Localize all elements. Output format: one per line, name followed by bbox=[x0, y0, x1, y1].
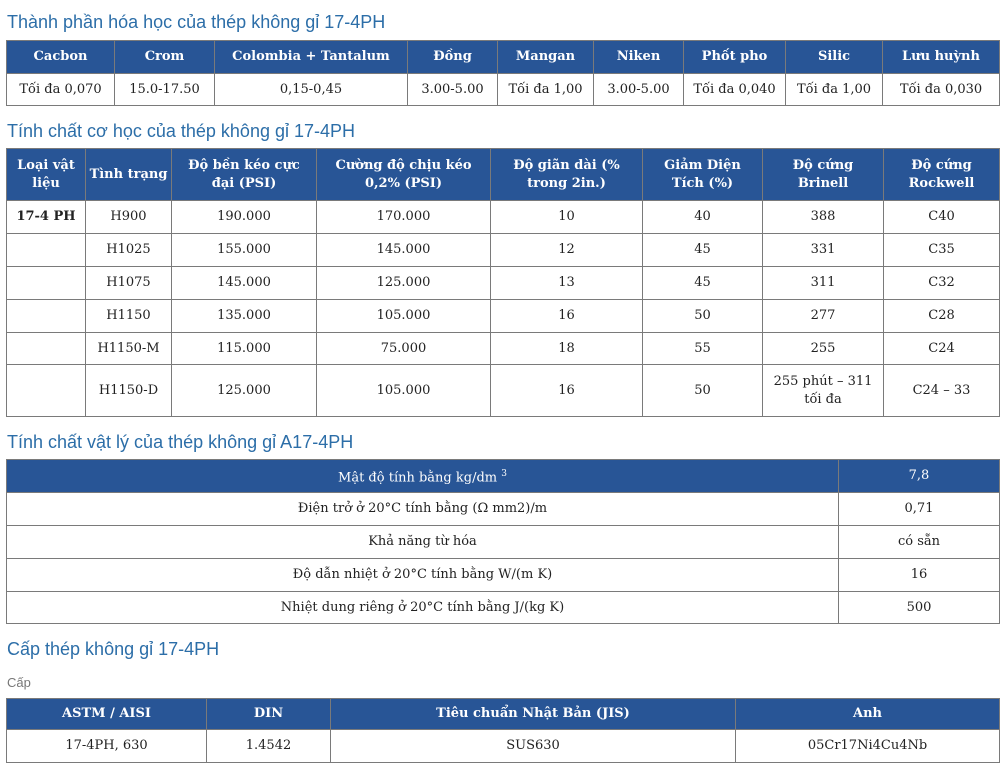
composition-header: Cacbon bbox=[7, 41, 115, 74]
density-unit-superscript: 3 bbox=[501, 468, 507, 479]
density-value: 7,8 bbox=[839, 460, 1000, 493]
mechanical-header-row bbox=[7, 149, 1000, 201]
mechanical-cell: 331 bbox=[763, 234, 884, 267]
physical-row bbox=[7, 559, 1000, 592]
physical-property-value: 0,71 bbox=[839, 493, 1000, 526]
mechanical-header: Độ giãn dài (% trong 2in.) bbox=[491, 149, 643, 201]
empty-cell bbox=[7, 365, 86, 417]
mechanical-table bbox=[6, 148, 1000, 417]
mechanical-cell: C32 bbox=[884, 267, 1000, 300]
mechanical-cell: 190.000 bbox=[172, 201, 317, 234]
grades-title: Cấp thép không gỉ 17-4PH bbox=[7, 639, 220, 659]
mechanical-cell: 50 bbox=[643, 300, 763, 333]
mechanical-cell: 255 bbox=[763, 333, 884, 365]
mechanical-header: Độ cứng Brinell bbox=[763, 149, 884, 201]
mechanical-cell: C28 bbox=[884, 300, 1000, 333]
grades-value-row bbox=[7, 730, 1000, 763]
mechanical-cell: 13 bbox=[491, 267, 643, 300]
mechanical-header: Tình trạng bbox=[86, 149, 172, 201]
composition-value: Tối đa 1,00 bbox=[786, 74, 883, 106]
physical-header-row bbox=[7, 460, 1000, 493]
mechanical-header: Giảm Diện Tích (%) bbox=[643, 149, 763, 201]
physical-property-label: Nhiệt dung riêng ở 20°C tính bằng J/(kg K) bbox=[7, 592, 839, 624]
mechanical-cell: H1075 bbox=[86, 267, 172, 300]
physical-row bbox=[7, 592, 1000, 624]
mechanical-title: Tính chất cơ học của thép không gỉ 17-4PH bbox=[7, 121, 356, 141]
physical-table bbox=[6, 459, 1000, 624]
mechanical-cell: 255 phút – 311 tối đa bbox=[763, 365, 884, 417]
mechanical-header: Cường độ chịu kéo 0,2% (PSI) bbox=[317, 149, 491, 201]
composition-value: 0,15-0,45 bbox=[215, 74, 408, 106]
composition-value: 15.0-17.50 bbox=[115, 74, 215, 106]
mechanical-header: Độ cứng Rockwell bbox=[884, 149, 1000, 201]
density-label-text: Mật độ tính bằng kg/dm bbox=[338, 470, 498, 486]
mechanical-cell: C40 bbox=[884, 201, 1000, 234]
mechanical-cell: 145.000 bbox=[317, 234, 491, 267]
empty-cell bbox=[7, 333, 86, 365]
empty-cell bbox=[7, 300, 86, 333]
mechanical-row bbox=[7, 234, 1000, 267]
grades-header: Anh bbox=[736, 699, 1000, 730]
mechanical-cell: 40 bbox=[643, 201, 763, 234]
mechanical-cell: C24 – 33 bbox=[884, 365, 1000, 417]
mechanical-cell: 45 bbox=[643, 234, 763, 267]
mechanical-cell: 75.000 bbox=[317, 333, 491, 365]
composition-value-row bbox=[7, 74, 1000, 106]
mechanical-row bbox=[7, 365, 1000, 417]
mechanical-cell: 105.000 bbox=[317, 365, 491, 417]
composition-header: Lưu huỳnh bbox=[883, 41, 1000, 74]
grades-header: DIN bbox=[207, 699, 331, 730]
mechanical-cell: H1150-D bbox=[86, 365, 172, 417]
mechanical-cell: 277 bbox=[763, 300, 884, 333]
composition-header: Colombia + Tantalum bbox=[215, 41, 408, 74]
grades-header: Tiêu chuẩn Nhật Bản (JIS) bbox=[331, 699, 736, 730]
mechanical-cell: 115.000 bbox=[172, 333, 317, 365]
mechanical-cell: 50 bbox=[643, 365, 763, 417]
composition-header: Phốt pho bbox=[684, 41, 786, 74]
empty-cell bbox=[7, 267, 86, 300]
mechanical-cell: H1150-M bbox=[86, 333, 172, 365]
mechanical-row bbox=[7, 267, 1000, 300]
composition-header: Mangan bbox=[498, 41, 594, 74]
mechanical-cell: H1150 bbox=[86, 300, 172, 333]
composition-title: Thành phần hóa học của thép không gỉ 17-4PH bbox=[7, 12, 386, 32]
grades-header: ASTM / AISI bbox=[7, 699, 207, 730]
mechanical-cell: 105.000 bbox=[317, 300, 491, 333]
composition-header-row bbox=[7, 41, 1000, 74]
composition-value: Tối đa 0,040 bbox=[684, 74, 786, 106]
grades-header-row bbox=[7, 699, 1000, 730]
mechanical-cell: 16 bbox=[491, 300, 643, 333]
composition-header: Crom bbox=[115, 41, 215, 74]
physical-property-label: Điện trở ở 20°C tính bằng (Ω mm2)/m bbox=[7, 493, 839, 526]
physical-row bbox=[7, 526, 1000, 559]
physical-property-value: 16 bbox=[839, 559, 1000, 592]
composition-header: Đồng bbox=[408, 41, 498, 74]
mechanical-cell: 145.000 bbox=[172, 267, 317, 300]
mechanical-cell: 16 bbox=[491, 365, 643, 417]
physical-title: Tính chất vật lý của thép không gỉ A17-4PH bbox=[7, 432, 354, 452]
mechanical-cell: H900 bbox=[86, 201, 172, 234]
composition-value: 3.00-5.00 bbox=[594, 74, 684, 106]
composition-value: Tối đa 0,030 bbox=[883, 74, 1000, 106]
mechanical-cell: 18 bbox=[491, 333, 643, 365]
grades-value: 1.4542 bbox=[207, 730, 331, 763]
composition-header: Silic bbox=[786, 41, 883, 74]
physical-property-value: 500 bbox=[839, 592, 1000, 624]
mechanical-cell: 311 bbox=[763, 267, 884, 300]
mechanical-header: Độ bền kéo cực đại (PSI) bbox=[172, 149, 317, 201]
density-label bbox=[7, 460, 839, 493]
mechanical-header: Loại vật liệu bbox=[7, 149, 86, 201]
grades-value: SUS630 bbox=[331, 730, 736, 763]
mechanical-cell: C24 bbox=[884, 333, 1000, 365]
physical-property-label: Độ dẫn nhiệt ở 20°C tính bằng W/(m K) bbox=[7, 559, 839, 592]
mechanical-cell: 388 bbox=[763, 201, 884, 234]
mechanical-cell: 155.000 bbox=[172, 234, 317, 267]
mechanical-row bbox=[7, 201, 1000, 234]
physical-property-label: Khả năng từ hóa bbox=[7, 526, 839, 559]
mechanical-cell: 125.000 bbox=[172, 365, 317, 417]
physical-property-value: có sẵn bbox=[839, 526, 1000, 559]
grades-value: 17-4PH, 630 bbox=[7, 730, 207, 763]
composition-value: Tối đa 0,070 bbox=[7, 74, 115, 106]
grades-value: 05Cr17Ni4Cu4Nb bbox=[736, 730, 1000, 763]
grades-table bbox=[6, 698, 1000, 763]
composition-value: 3.00-5.00 bbox=[408, 74, 498, 106]
empty-cell bbox=[7, 234, 86, 267]
mechanical-cell: 125.000 bbox=[317, 267, 491, 300]
composition-value: Tối đa 1,00 bbox=[498, 74, 594, 106]
composition-table bbox=[6, 40, 1000, 106]
mechanical-cell: H1025 bbox=[86, 234, 172, 267]
mechanical-cell: 10 bbox=[491, 201, 643, 234]
composition-header: Niken bbox=[594, 41, 684, 74]
mechanical-row bbox=[7, 300, 1000, 333]
mechanical-cell: 45 bbox=[643, 267, 763, 300]
mechanical-cell: 135.000 bbox=[172, 300, 317, 333]
physical-row bbox=[7, 493, 1000, 526]
mechanical-cell: 170.000 bbox=[317, 201, 491, 234]
material-type-cell: 17-4 PH bbox=[7, 201, 86, 234]
mechanical-cell: C35 bbox=[884, 234, 1000, 267]
grades-caption: Cấp bbox=[7, 675, 31, 690]
mechanical-cell: 12 bbox=[491, 234, 643, 267]
mechanical-row bbox=[7, 333, 1000, 365]
mechanical-cell: 55 bbox=[643, 333, 763, 365]
